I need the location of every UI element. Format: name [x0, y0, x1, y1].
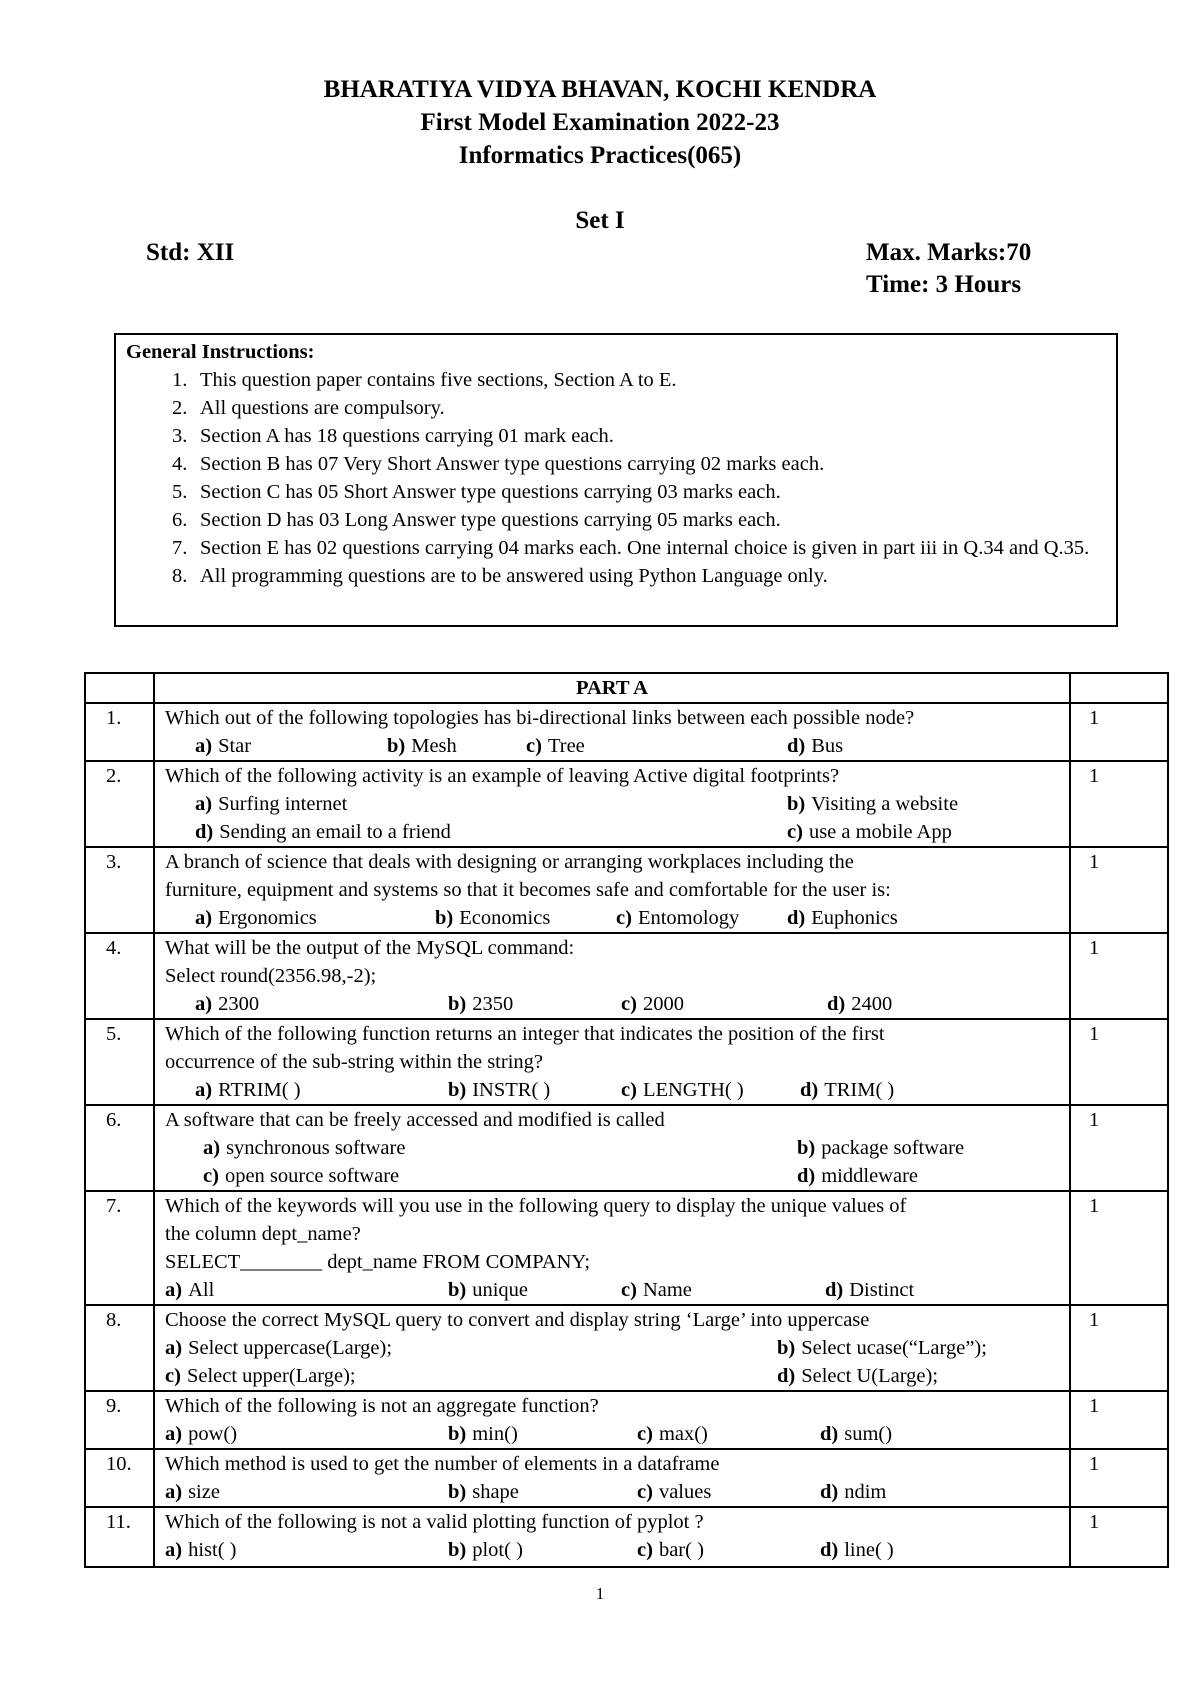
- option-text: 2000: [642, 993, 684, 1015]
- option: [165, 1420, 237, 1448]
- option: [820, 1536, 894, 1564]
- option-letter: b): [448, 1481, 467, 1503]
- question-row: [85, 1391, 1168, 1449]
- instruction-item: [126, 478, 1106, 506]
- question-text: Which method is used to get the number of elements in a dataframe: [165, 1453, 720, 1475]
- option: [827, 990, 892, 1018]
- max-marks: Max. Marks:70: [866, 239, 1032, 266]
- school-name: BHARATIYA VIDYA BHAVAN, KOCHI KENDRA: [323, 76, 877, 103]
- instruction-text: All questions are compulsory.: [200, 397, 445, 419]
- option-letter: d): [820, 1481, 839, 1503]
- question-mark: 1: [1070, 761, 1168, 847]
- question-body: [154, 1305, 1070, 1391]
- question-row: [85, 933, 1168, 1019]
- question-mark: 1: [1070, 1019, 1168, 1105]
- subject-title: Informatics Practices(065): [458, 142, 742, 169]
- options-row: [165, 732, 1059, 760]
- option-letter: d): [797, 1165, 816, 1187]
- option-text: pow(): [188, 1423, 238, 1445]
- option-letter: a): [203, 1137, 221, 1159]
- option-text: Select upper(Large);: [186, 1365, 356, 1387]
- question-text: occurrence of the sub-string within the string?: [165, 1051, 543, 1073]
- options-row: [165, 1134, 1059, 1162]
- option-text: Star: [218, 735, 252, 757]
- option: [787, 904, 898, 932]
- option: [195, 904, 317, 932]
- option: [165, 1362, 356, 1390]
- option-letter: c): [787, 821, 803, 843]
- option: [195, 790, 347, 818]
- option: [203, 1162, 399, 1190]
- question-text: SELECT________ dept_name FROM COMPANY;: [165, 1251, 591, 1273]
- question-row: [85, 1507, 1168, 1567]
- question-row: [85, 1449, 1168, 1507]
- option-text: Entomology: [637, 907, 740, 929]
- option-letter: b): [797, 1137, 816, 1159]
- option-letter: a): [195, 1079, 213, 1101]
- option-text: Sending an email to a friend: [219, 821, 451, 843]
- question-body: [154, 1019, 1070, 1105]
- options-row: [165, 1420, 1059, 1448]
- option-text: Mesh: [411, 735, 457, 757]
- option-text: plot( ): [472, 1539, 523, 1561]
- question-row: [85, 1105, 1168, 1191]
- option-text: bar( ): [658, 1539, 704, 1561]
- option-text: Distinct: [849, 1279, 915, 1301]
- instruction-item: [126, 562, 1106, 590]
- question-mark: 1: [1070, 1449, 1168, 1507]
- question-row: [85, 703, 1168, 761]
- option-text: middleware: [821, 1165, 918, 1187]
- option-text: values: [658, 1481, 712, 1503]
- options-row: [165, 904, 1059, 932]
- instruction-number: 7.: [172, 537, 188, 559]
- option: [797, 1162, 918, 1190]
- option-text: Name: [642, 1279, 692, 1301]
- option-letter: b): [387, 735, 406, 757]
- option-text: Select U(Large);: [801, 1365, 939, 1387]
- option-text: synchronous software: [226, 1137, 406, 1159]
- options-row: [165, 1162, 1059, 1190]
- question-text: Choose the correct MySQL query to convert and display string ‘Large’ into uppercase: [165, 1309, 870, 1331]
- option-text: Bus: [811, 735, 844, 757]
- option: [448, 1076, 550, 1104]
- option-text: min(): [472, 1423, 518, 1445]
- option: [195, 732, 251, 760]
- instruction-text: Section A has 18 questions carrying 01 mark each.: [200, 425, 614, 447]
- time-label: Time: 3 Hours: [866, 271, 1022, 298]
- question-body: [154, 1391, 1070, 1449]
- question-number: 10.: [85, 1449, 154, 1507]
- option: [787, 818, 952, 846]
- instructions-list: [126, 366, 1106, 590]
- question-text: What will be the output of the MySQL command:: [165, 937, 575, 959]
- option: [777, 1334, 987, 1362]
- option-text: 2300: [218, 993, 260, 1015]
- option: [165, 1478, 220, 1506]
- option-letter: a): [165, 1539, 183, 1561]
- part-a-title: PART A: [154, 673, 1070, 703]
- option-text: shape: [472, 1481, 519, 1503]
- option-letter: b): [448, 1423, 467, 1445]
- option-text: 2350: [472, 993, 514, 1015]
- question-body: [154, 703, 1070, 761]
- option-text: Select ucase(“Large”);: [801, 1337, 987, 1359]
- question-row: [85, 1019, 1168, 1105]
- option-letter: d): [777, 1365, 796, 1387]
- question-text: Select round(2356.98,-2);: [165, 965, 377, 987]
- option-text: Ergonomics: [218, 907, 317, 929]
- option: [621, 1276, 692, 1304]
- option-letter: d): [827, 993, 846, 1015]
- option-letter: a): [195, 907, 213, 929]
- options-row: [165, 1076, 1059, 1104]
- option-text: All: [188, 1279, 215, 1301]
- option-letter: a): [165, 1279, 183, 1301]
- options-row: [165, 790, 1059, 818]
- exam-title: First Model Examination 2022-23: [420, 109, 780, 136]
- option-letter: d): [800, 1079, 819, 1101]
- set-label: Set I: [575, 207, 625, 234]
- question-mark: 1: [1070, 1305, 1168, 1391]
- option-letter: d): [195, 821, 214, 843]
- instruction-number: 2.: [172, 397, 188, 419]
- option-letter: c): [637, 1423, 653, 1445]
- question-text: A software that can be freely accessed and modified is called: [165, 1109, 665, 1131]
- page-number: 1: [595, 1584, 605, 1603]
- option-letter: b): [777, 1337, 796, 1359]
- option-text: size: [188, 1481, 220, 1503]
- option-text: RTRIM( ): [218, 1079, 301, 1101]
- option: [448, 1276, 528, 1304]
- instruction-number: 5.: [172, 481, 188, 503]
- option-letter: c): [621, 993, 637, 1015]
- option: [637, 1536, 704, 1564]
- question-number: 4.: [85, 933, 154, 1019]
- question-body: [154, 1191, 1070, 1305]
- option: [621, 990, 684, 1018]
- option-text: Select uppercase(Large);: [188, 1337, 393, 1359]
- options-row: [165, 1362, 1059, 1390]
- question-number: 5.: [85, 1019, 154, 1105]
- option-text: max(): [658, 1423, 708, 1445]
- question-row: [85, 1191, 1168, 1305]
- options-row: [165, 1276, 1059, 1304]
- option-letter: d): [787, 907, 806, 929]
- question-body: [154, 933, 1070, 1019]
- option-letter: d): [825, 1279, 844, 1301]
- option-letter: b): [448, 1539, 467, 1561]
- instruction-item: [126, 422, 1106, 450]
- question-text: Which of the following activity is an example of leaving Active digital footprints?: [165, 765, 840, 787]
- option: [195, 990, 259, 1018]
- options-row: [165, 990, 1059, 1018]
- instruction-number: 4.: [172, 453, 188, 475]
- option-letter: a): [195, 993, 213, 1015]
- instruction-item: [126, 394, 1106, 422]
- option-letter: d): [820, 1423, 839, 1445]
- question-mark: 1: [1070, 1191, 1168, 1305]
- option: [203, 1134, 405, 1162]
- part-a-table: [84, 672, 1169, 1568]
- question-text: furniture, equipment and systems so that it becomes safe and comfortable for the user is:: [165, 879, 891, 901]
- option-letter: b): [448, 993, 467, 1015]
- option: [448, 1420, 518, 1448]
- question-row: [85, 847, 1168, 933]
- instruction-item: [126, 534, 1106, 562]
- question-body: [154, 761, 1070, 847]
- question-body: [154, 1507, 1070, 1567]
- option-letter: b): [787, 793, 806, 815]
- question-mark: 1: [1070, 847, 1168, 933]
- option-text: sum(): [844, 1423, 893, 1445]
- option-letter: a): [165, 1337, 183, 1359]
- option-text: LENGTH( ): [642, 1079, 744, 1101]
- option: [165, 1276, 214, 1304]
- option: [637, 1478, 711, 1506]
- instruction-text: Section E has 02 questions carrying 04 marks each. One internal choice is given in part iii in Q.34 and Q.35.: [200, 537, 1090, 559]
- option: [787, 732, 843, 760]
- question-text: Which of the following is not an aggregate function?: [165, 1395, 599, 1417]
- question-row: [85, 1305, 1168, 1391]
- instruction-text: This question paper contains five sections, Section A to E.: [200, 369, 677, 391]
- option: [526, 732, 585, 760]
- option-text: INSTR( ): [472, 1079, 551, 1101]
- option: [165, 1536, 236, 1564]
- question-mark: 1: [1070, 703, 1168, 761]
- option-letter: a): [195, 735, 213, 757]
- option: [448, 1536, 523, 1564]
- option: [787, 790, 958, 818]
- option-text: use a mobile App: [808, 821, 952, 843]
- option: [195, 1076, 301, 1104]
- option-letter: b): [448, 1079, 467, 1101]
- option-text: TRIM( ): [824, 1079, 895, 1101]
- option-letter: b): [448, 1279, 467, 1301]
- general-instructions: [114, 333, 1118, 627]
- option-letter: c): [637, 1481, 653, 1503]
- question-text: the column dept_name?: [165, 1223, 361, 1245]
- options-row: [165, 1478, 1059, 1506]
- question-number: 7.: [85, 1191, 154, 1305]
- question-row: [85, 761, 1168, 847]
- instructions-title: General Instructions:: [126, 341, 315, 363]
- option-text: unique: [472, 1279, 529, 1301]
- option: [195, 818, 451, 846]
- instruction-text: All programming questions are to be answered using Python Language only.: [200, 565, 828, 587]
- option-text: line( ): [844, 1539, 894, 1561]
- option: [637, 1420, 708, 1448]
- instruction-number: 8.: [172, 565, 188, 587]
- option: [825, 1276, 914, 1304]
- option-letter: a): [195, 793, 213, 815]
- option: [621, 1076, 744, 1104]
- option-letter: a): [165, 1481, 183, 1503]
- option-letter: c): [203, 1165, 219, 1187]
- question-body: [154, 847, 1070, 933]
- question-text: Which of the following is not a valid plotting function of pyplot ?: [165, 1511, 704, 1533]
- instruction-text: Section D has 03 Long Answer type questions carrying 05 marks each.: [200, 509, 781, 531]
- question-number: 2.: [85, 761, 154, 847]
- option-letter: d): [787, 735, 806, 757]
- question-body: [154, 1449, 1070, 1507]
- option-text: 2400: [851, 993, 893, 1015]
- question-number: 11.: [85, 1507, 154, 1567]
- option-letter: a): [165, 1423, 183, 1445]
- option-letter: c): [637, 1539, 653, 1561]
- option: [777, 1362, 938, 1390]
- instruction-text: Section C has 05 Short Answer type questions carrying 03 marks each.: [200, 481, 781, 503]
- question-text: Which of the following function returns an integer that indicates the position of the first: [165, 1023, 885, 1045]
- option: [820, 1420, 892, 1448]
- option: [616, 904, 739, 932]
- question-number: 9.: [85, 1391, 154, 1449]
- option-letter: c): [621, 1279, 637, 1301]
- option-letter: c): [165, 1365, 181, 1387]
- option-letter: c): [616, 907, 632, 929]
- question-number: 8.: [85, 1305, 154, 1391]
- question-number: 1.: [85, 703, 154, 761]
- instruction-number: 6.: [172, 509, 188, 531]
- option: [820, 1478, 886, 1506]
- option-text: ndim: [844, 1481, 887, 1503]
- question-text: Which out of the following topologies has bi-directional links between each possible node?: [165, 707, 915, 729]
- table-header-row: [85, 673, 1168, 703]
- option: [435, 904, 550, 932]
- question-mark: 1: [1070, 1391, 1168, 1449]
- option-text: Euphonics: [811, 907, 898, 929]
- question-mark: 1: [1070, 1105, 1168, 1191]
- option: [387, 732, 457, 760]
- question-text: Which of the keywords will you use in the following query to display the unique values of: [165, 1195, 907, 1217]
- header-mark-cell: [1070, 673, 1168, 703]
- instruction-item: [126, 450, 1106, 478]
- question-body: [154, 1105, 1070, 1191]
- option-text: Visiting a website: [811, 793, 959, 815]
- option: [165, 1334, 392, 1362]
- instruction-number: 1.: [172, 369, 188, 391]
- question-number: 6.: [85, 1105, 154, 1191]
- option-text: package software: [821, 1137, 965, 1159]
- options-row: [165, 818, 1059, 846]
- option-text: Surfing internet: [218, 793, 348, 815]
- option-letter: b): [435, 907, 454, 929]
- option-letter: d): [820, 1539, 839, 1561]
- instruction-item: [126, 366, 1106, 394]
- std-label: Std: XII: [146, 239, 235, 266]
- question-number: 3.: [85, 847, 154, 933]
- option: [797, 1134, 964, 1162]
- option: [800, 1076, 894, 1104]
- option-letter: c): [621, 1079, 637, 1101]
- option-text: hist( ): [188, 1539, 237, 1561]
- instruction-item: [126, 506, 1106, 534]
- instruction-text: Section B has 07 Very Short Answer type questions carrying 02 marks each.: [200, 453, 825, 475]
- question-mark: 1: [1070, 1507, 1168, 1567]
- option-text: open source software: [224, 1165, 400, 1187]
- question-text: A branch of science that deals with designing or arranging workplaces including the: [165, 851, 854, 873]
- instruction-number: 3.: [172, 425, 188, 447]
- option: [448, 990, 513, 1018]
- header-num-cell: [85, 673, 154, 703]
- options-row: [165, 1334, 1059, 1362]
- options-row: [165, 1536, 1059, 1564]
- option: [448, 1478, 519, 1506]
- question-mark: 1: [1070, 933, 1168, 1019]
- option-letter: c): [526, 735, 542, 757]
- option-text: Tree: [547, 735, 585, 757]
- option-text: Economics: [459, 907, 551, 929]
